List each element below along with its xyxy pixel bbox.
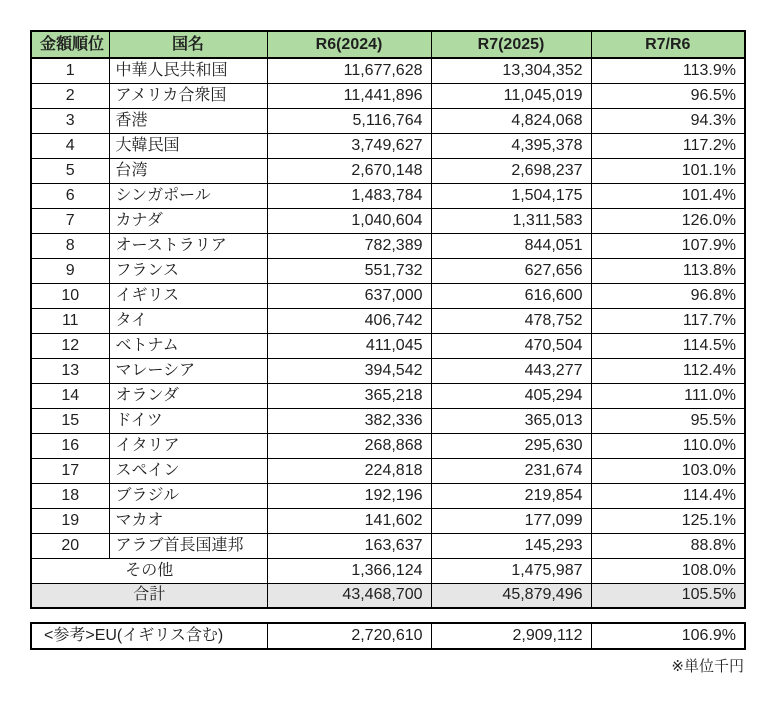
r7-cell: 295,630 <box>431 433 591 458</box>
ranking-table <box>30 30 746 609</box>
table-row <box>31 183 745 208</box>
country-cell: スペイン <box>109 458 267 483</box>
rank-cell: 19 <box>31 508 109 533</box>
r6-cell: 1,040,604 <box>267 208 431 233</box>
table-row <box>31 433 745 458</box>
r6-cell: 3,749,627 <box>267 133 431 158</box>
rank-cell: 20 <box>31 533 109 558</box>
r6-cell: 1,483,784 <box>267 183 431 208</box>
country-cell: 香港 <box>109 108 267 133</box>
rank-cell: 5 <box>31 158 109 183</box>
country-cell: オーストラリア <box>109 233 267 258</box>
r7-cell: 231,674 <box>431 458 591 483</box>
r6-cell: 141,602 <box>267 508 431 533</box>
r7-cell: 177,099 <box>431 508 591 533</box>
total-r7-cell: 45,879,496 <box>431 583 591 608</box>
ratio-cell: 94.3% <box>591 108 745 133</box>
summary-rows <box>31 558 745 608</box>
ratio-cell: 107.9% <box>591 233 745 258</box>
rank-cell: 1 <box>31 58 109 83</box>
country-cell: アラブ首長国連邦 <box>109 533 267 558</box>
country-cell: ブラジル <box>109 483 267 508</box>
r7-cell: 470,504 <box>431 333 591 358</box>
reference-r6-cell: 2,720,610 <box>267 623 431 649</box>
country-cell: オランダ <box>109 383 267 408</box>
header-r7: R7(2025) <box>431 31 591 58</box>
rank-cell: 4 <box>31 133 109 158</box>
r6-cell: 782,389 <box>267 233 431 258</box>
rank-cell: 9 <box>31 258 109 283</box>
rank-cell: 13 <box>31 358 109 383</box>
ratio-cell: 126.0% <box>591 208 745 233</box>
total-ratio-cell: 105.5% <box>591 583 745 608</box>
ratio-cell: 117.7% <box>591 308 745 333</box>
header-rank: 金額順位 <box>31 31 109 58</box>
table-row <box>31 258 745 283</box>
header-row <box>31 31 745 58</box>
rank-cell: 3 <box>31 108 109 133</box>
r7-cell: 443,277 <box>431 358 591 383</box>
total-row <box>31 583 745 608</box>
rank-cell: 15 <box>31 408 109 433</box>
ranking-table-body <box>31 58 745 558</box>
rank-cell: 14 <box>31 383 109 408</box>
country-cell: 大韓民国 <box>109 133 267 158</box>
country-cell: カナダ <box>109 208 267 233</box>
r7-cell: 145,293 <box>431 533 591 558</box>
r7-cell: 4,824,068 <box>431 108 591 133</box>
ratio-cell: 117.2% <box>591 133 745 158</box>
r6-cell: 11,441,896 <box>267 83 431 108</box>
reference-row <box>31 623 745 649</box>
table-row <box>31 508 745 533</box>
ratio-cell: 103.0% <box>591 458 745 483</box>
r6-cell: 382,336 <box>267 408 431 433</box>
reference-label-cell: <参考>EU(イギリス含む) <box>31 623 267 649</box>
table-row <box>31 408 745 433</box>
header-ratio: R7/R6 <box>591 31 745 58</box>
total-r6-cell: 43,468,700 <box>267 583 431 608</box>
r7-cell: 219,854 <box>431 483 591 508</box>
total-label-cell: 合計 <box>31 583 267 608</box>
r7-cell: 13,304,352 <box>431 58 591 83</box>
r6-cell: 637,000 <box>267 283 431 308</box>
rank-cell: 7 <box>31 208 109 233</box>
country-cell: マカオ <box>109 508 267 533</box>
rank-cell: 6 <box>31 183 109 208</box>
rank-cell: 2 <box>31 83 109 108</box>
table-row <box>31 108 745 133</box>
r6-cell: 406,742 <box>267 308 431 333</box>
r6-cell: 192,196 <box>267 483 431 508</box>
table-row <box>31 533 745 558</box>
ratio-cell: 113.9% <box>591 58 745 83</box>
table-row <box>31 233 745 258</box>
header-country: 国名 <box>109 31 267 58</box>
ratio-cell: 113.8% <box>591 258 745 283</box>
country-cell: マレーシア <box>109 358 267 383</box>
table-row <box>31 358 745 383</box>
table-row <box>31 208 745 233</box>
ratio-cell: 88.8% <box>591 533 745 558</box>
r7-cell: 1,311,583 <box>431 208 591 233</box>
r6-cell: 365,218 <box>267 383 431 408</box>
rank-cell: 11 <box>31 308 109 333</box>
reference-r7-cell: 2,909,112 <box>431 623 591 649</box>
r6-cell: 163,637 <box>267 533 431 558</box>
unit-footnote: ※単位千円 <box>671 658 744 675</box>
country-cell: ドイツ <box>109 408 267 433</box>
ratio-cell: 114.4% <box>591 483 745 508</box>
rank-cell: 12 <box>31 333 109 358</box>
r7-cell: 4,395,378 <box>431 133 591 158</box>
r6-cell: 551,732 <box>267 258 431 283</box>
country-cell: フランス <box>109 258 267 283</box>
r7-cell: 405,294 <box>431 383 591 408</box>
table-row <box>31 58 745 83</box>
ratio-cell: 96.5% <box>591 83 745 108</box>
other-r6-cell: 1,366,124 <box>267 558 431 583</box>
r7-cell: 1,504,175 <box>431 183 591 208</box>
r7-cell: 478,752 <box>431 308 591 333</box>
r6-cell: 411,045 <box>267 333 431 358</box>
rank-cell: 8 <box>31 233 109 258</box>
country-cell: タイ <box>109 308 267 333</box>
table-row <box>31 158 745 183</box>
table-header <box>31 31 745 58</box>
table-row <box>31 133 745 158</box>
country-cell: 台湾 <box>109 158 267 183</box>
other-row <box>31 558 745 583</box>
r7-cell: 365,013 <box>431 408 591 433</box>
country-cell: 中華人民共和国 <box>109 58 267 83</box>
ratio-cell: 101.4% <box>591 183 745 208</box>
ratio-cell: 112.4% <box>591 358 745 383</box>
r7-cell: 616,600 <box>431 283 591 308</box>
rank-cell: 17 <box>31 458 109 483</box>
rank-cell: 10 <box>31 283 109 308</box>
table-row <box>31 383 745 408</box>
other-r7-cell: 1,475,987 <box>431 558 591 583</box>
rank-cell: 18 <box>31 483 109 508</box>
table-row <box>31 83 745 108</box>
ratio-cell: 101.1% <box>591 158 745 183</box>
rank-cell: 16 <box>31 433 109 458</box>
ratio-cell: 110.0% <box>591 433 745 458</box>
country-cell: イタリア <box>109 433 267 458</box>
country-cell: アメリカ合衆国 <box>109 83 267 108</box>
r7-cell: 11,045,019 <box>431 83 591 108</box>
table-row <box>31 283 745 308</box>
ratio-cell: 96.8% <box>591 283 745 308</box>
table-row <box>31 483 745 508</box>
r7-cell: 627,656 <box>431 258 591 283</box>
header-r6: R6(2024) <box>267 31 431 58</box>
country-cell: イギリス <box>109 283 267 308</box>
table-row <box>31 308 745 333</box>
country-cell: ベトナム <box>109 333 267 358</box>
r6-cell: 268,868 <box>267 433 431 458</box>
table-row <box>31 333 745 358</box>
r7-cell: 2,698,237 <box>431 158 591 183</box>
reference-ratio-cell: 106.9% <box>591 623 745 649</box>
r6-cell: 11,677,628 <box>267 58 431 83</box>
r6-cell: 2,670,148 <box>267 158 431 183</box>
r6-cell: 5,116,764 <box>267 108 431 133</box>
ratio-cell: 111.0% <box>591 383 745 408</box>
r7-cell: 844,051 <box>431 233 591 258</box>
ratio-cell: 95.5% <box>591 408 745 433</box>
other-label-cell: その他 <box>31 558 267 583</box>
country-cell: シンガポール <box>109 183 267 208</box>
ratio-cell: 114.5% <box>591 333 745 358</box>
r6-cell: 394,542 <box>267 358 431 383</box>
ratio-cell: 125.1% <box>591 508 745 533</box>
r6-cell: 224,818 <box>267 458 431 483</box>
table-row <box>31 458 745 483</box>
other-ratio-cell: 108.0% <box>591 558 745 583</box>
reference-table <box>30 622 746 650</box>
